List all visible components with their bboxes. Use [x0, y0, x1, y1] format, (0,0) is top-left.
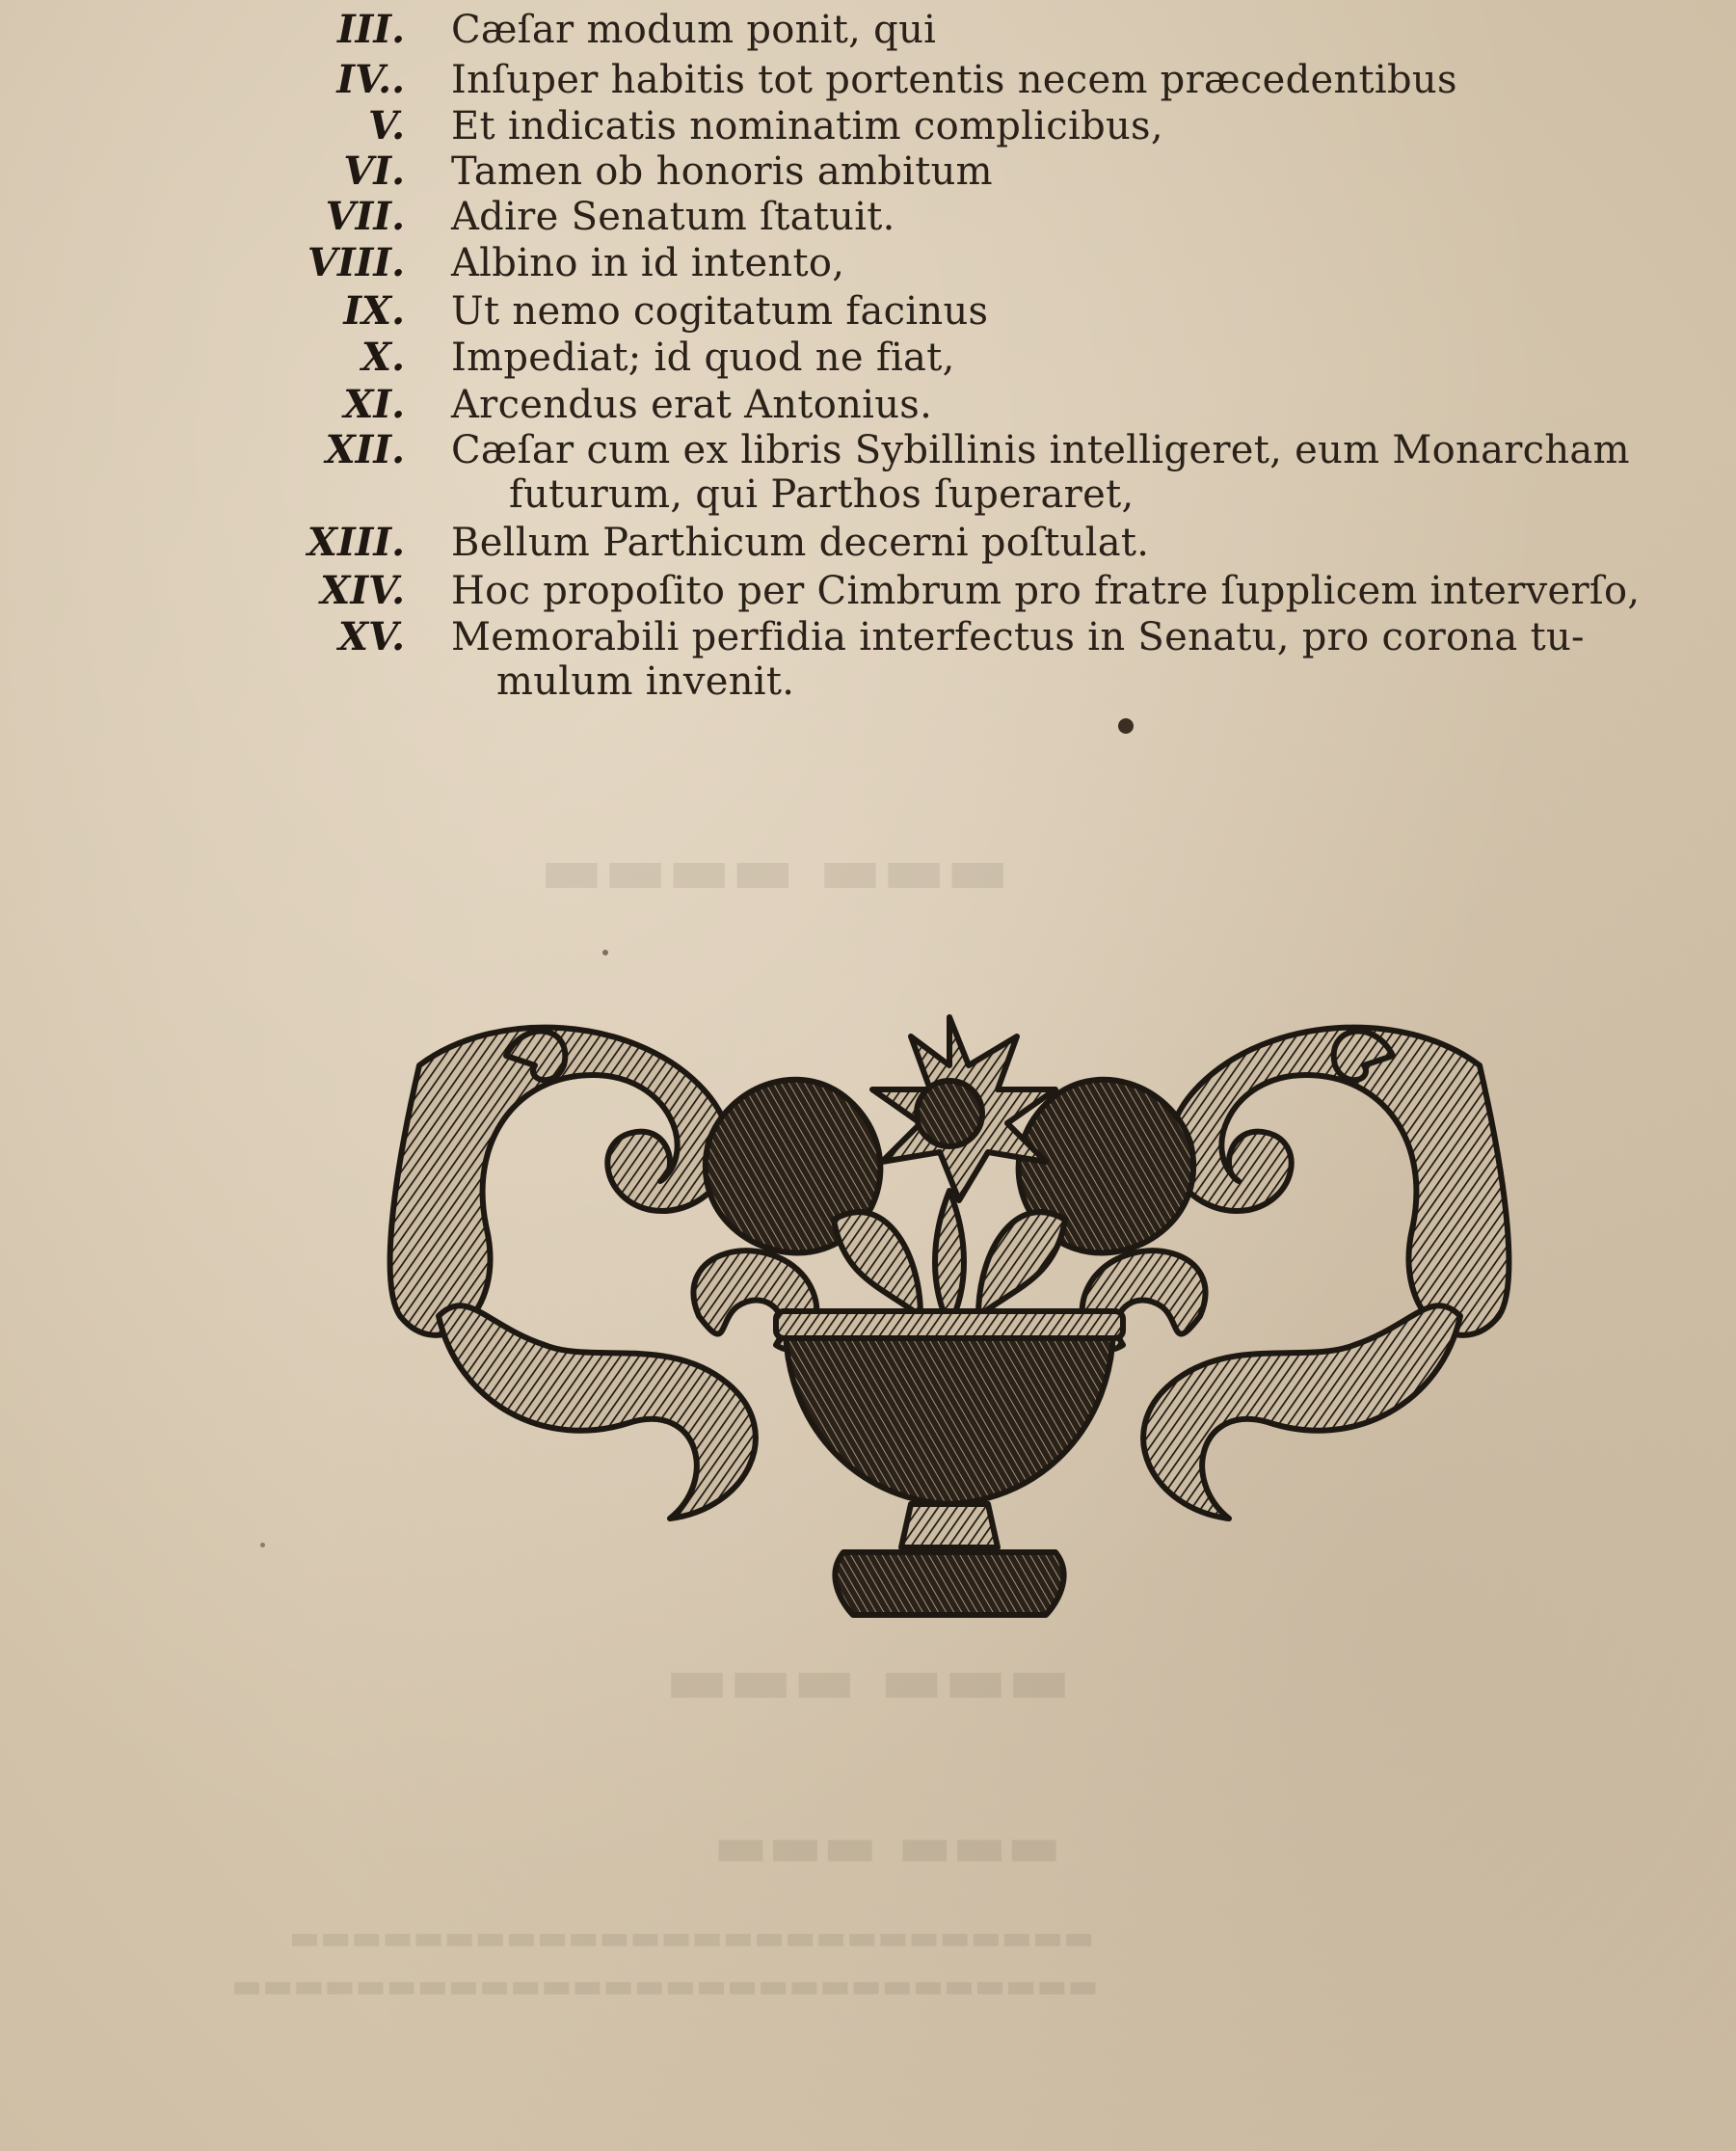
- roman-numeral: XII.: [325, 427, 405, 472]
- entry-text: Memorabili perfidia interfectus in Senatu, pro corona tu-: [451, 615, 1585, 659]
- entry-text: Cæſar modum ponit, qui: [451, 8, 937, 52]
- entry-text: Inſuper habitis tot portentis necem præcedentibus: [451, 58, 1457, 102]
- ink-speck: [260, 1543, 265, 1547]
- entry-text: mulum invenit.: [496, 659, 795, 704]
- entry-text: Bellum Parthicum decerni poſtulat.: [451, 521, 1150, 565]
- roman-numeral: XIII.: [307, 520, 405, 565]
- roman-numeral: III.: [336, 7, 405, 52]
- entry-text: Et indicatis nominatim complicibus,: [451, 104, 1163, 148]
- entry-text: Adire Senatum ſtatuit.: [451, 195, 895, 239]
- entry-text: Albino in id intento,: [451, 241, 845, 285]
- woodcut-vase-flower-ornament-icon: [381, 998, 1518, 1644]
- roman-numeral: VII.: [325, 194, 405, 239]
- ink-speck: [1118, 718, 1134, 734]
- entry-text: Ut nemo cogitatum facinus: [451, 289, 989, 334]
- roman-numeral: XIV.: [320, 568, 405, 613]
- entry-text: Impediat; id quod ne fiat,: [451, 336, 955, 380]
- entry-text: Tamen ob honoris ambitum: [451, 149, 993, 194]
- bleed-through-shadow: ▬▬▬▬▬▬▬▬▬▬▬▬▬▬▬▬▬▬▬▬▬▬▬▬▬▬▬▬: [231, 1967, 1099, 2005]
- roman-numeral: X.: [361, 335, 405, 380]
- roman-numeral: XI.: [343, 382, 405, 427]
- bleed-through-shadow: ▬▬▬ ▬▬▬: [665, 1639, 1072, 1719]
- roman-numeral: V.: [368, 103, 405, 148]
- entry-text: Cæſar cum ex libris Sybillinis intelligeret, eum Monarcham: [451, 428, 1630, 472]
- roman-numeral: IV..: [336, 57, 405, 102]
- entry-text: Arcendus erat Antonius.: [451, 383, 933, 427]
- bleed-through-shadow: ▬▬▬ ▬▬▬: [713, 1813, 1062, 1880]
- roman-numeral: VIII.: [307, 240, 405, 285]
- bleed-through-shadow: ▬▬▬ ▬▬▬▬: [540, 829, 1010, 909]
- roman-numeral: VI.: [343, 148, 405, 194]
- bleed-through-shadow: ▬▬▬▬▬▬▬▬▬▬▬▬▬▬▬▬▬▬▬▬▬▬▬▬▬▬: [289, 1919, 1095, 1957]
- roman-numeral: XV.: [337, 614, 405, 659]
- roman-numeral: IX.: [343, 288, 405, 334]
- entry-text: futurum, qui Parthos ſuperaret,: [509, 472, 1135, 517]
- ink-speck: [602, 950, 608, 955]
- entry-text: Hoc propoſito per Cimbrum pro fratre ſupplicem interverſo,: [451, 569, 1641, 613]
